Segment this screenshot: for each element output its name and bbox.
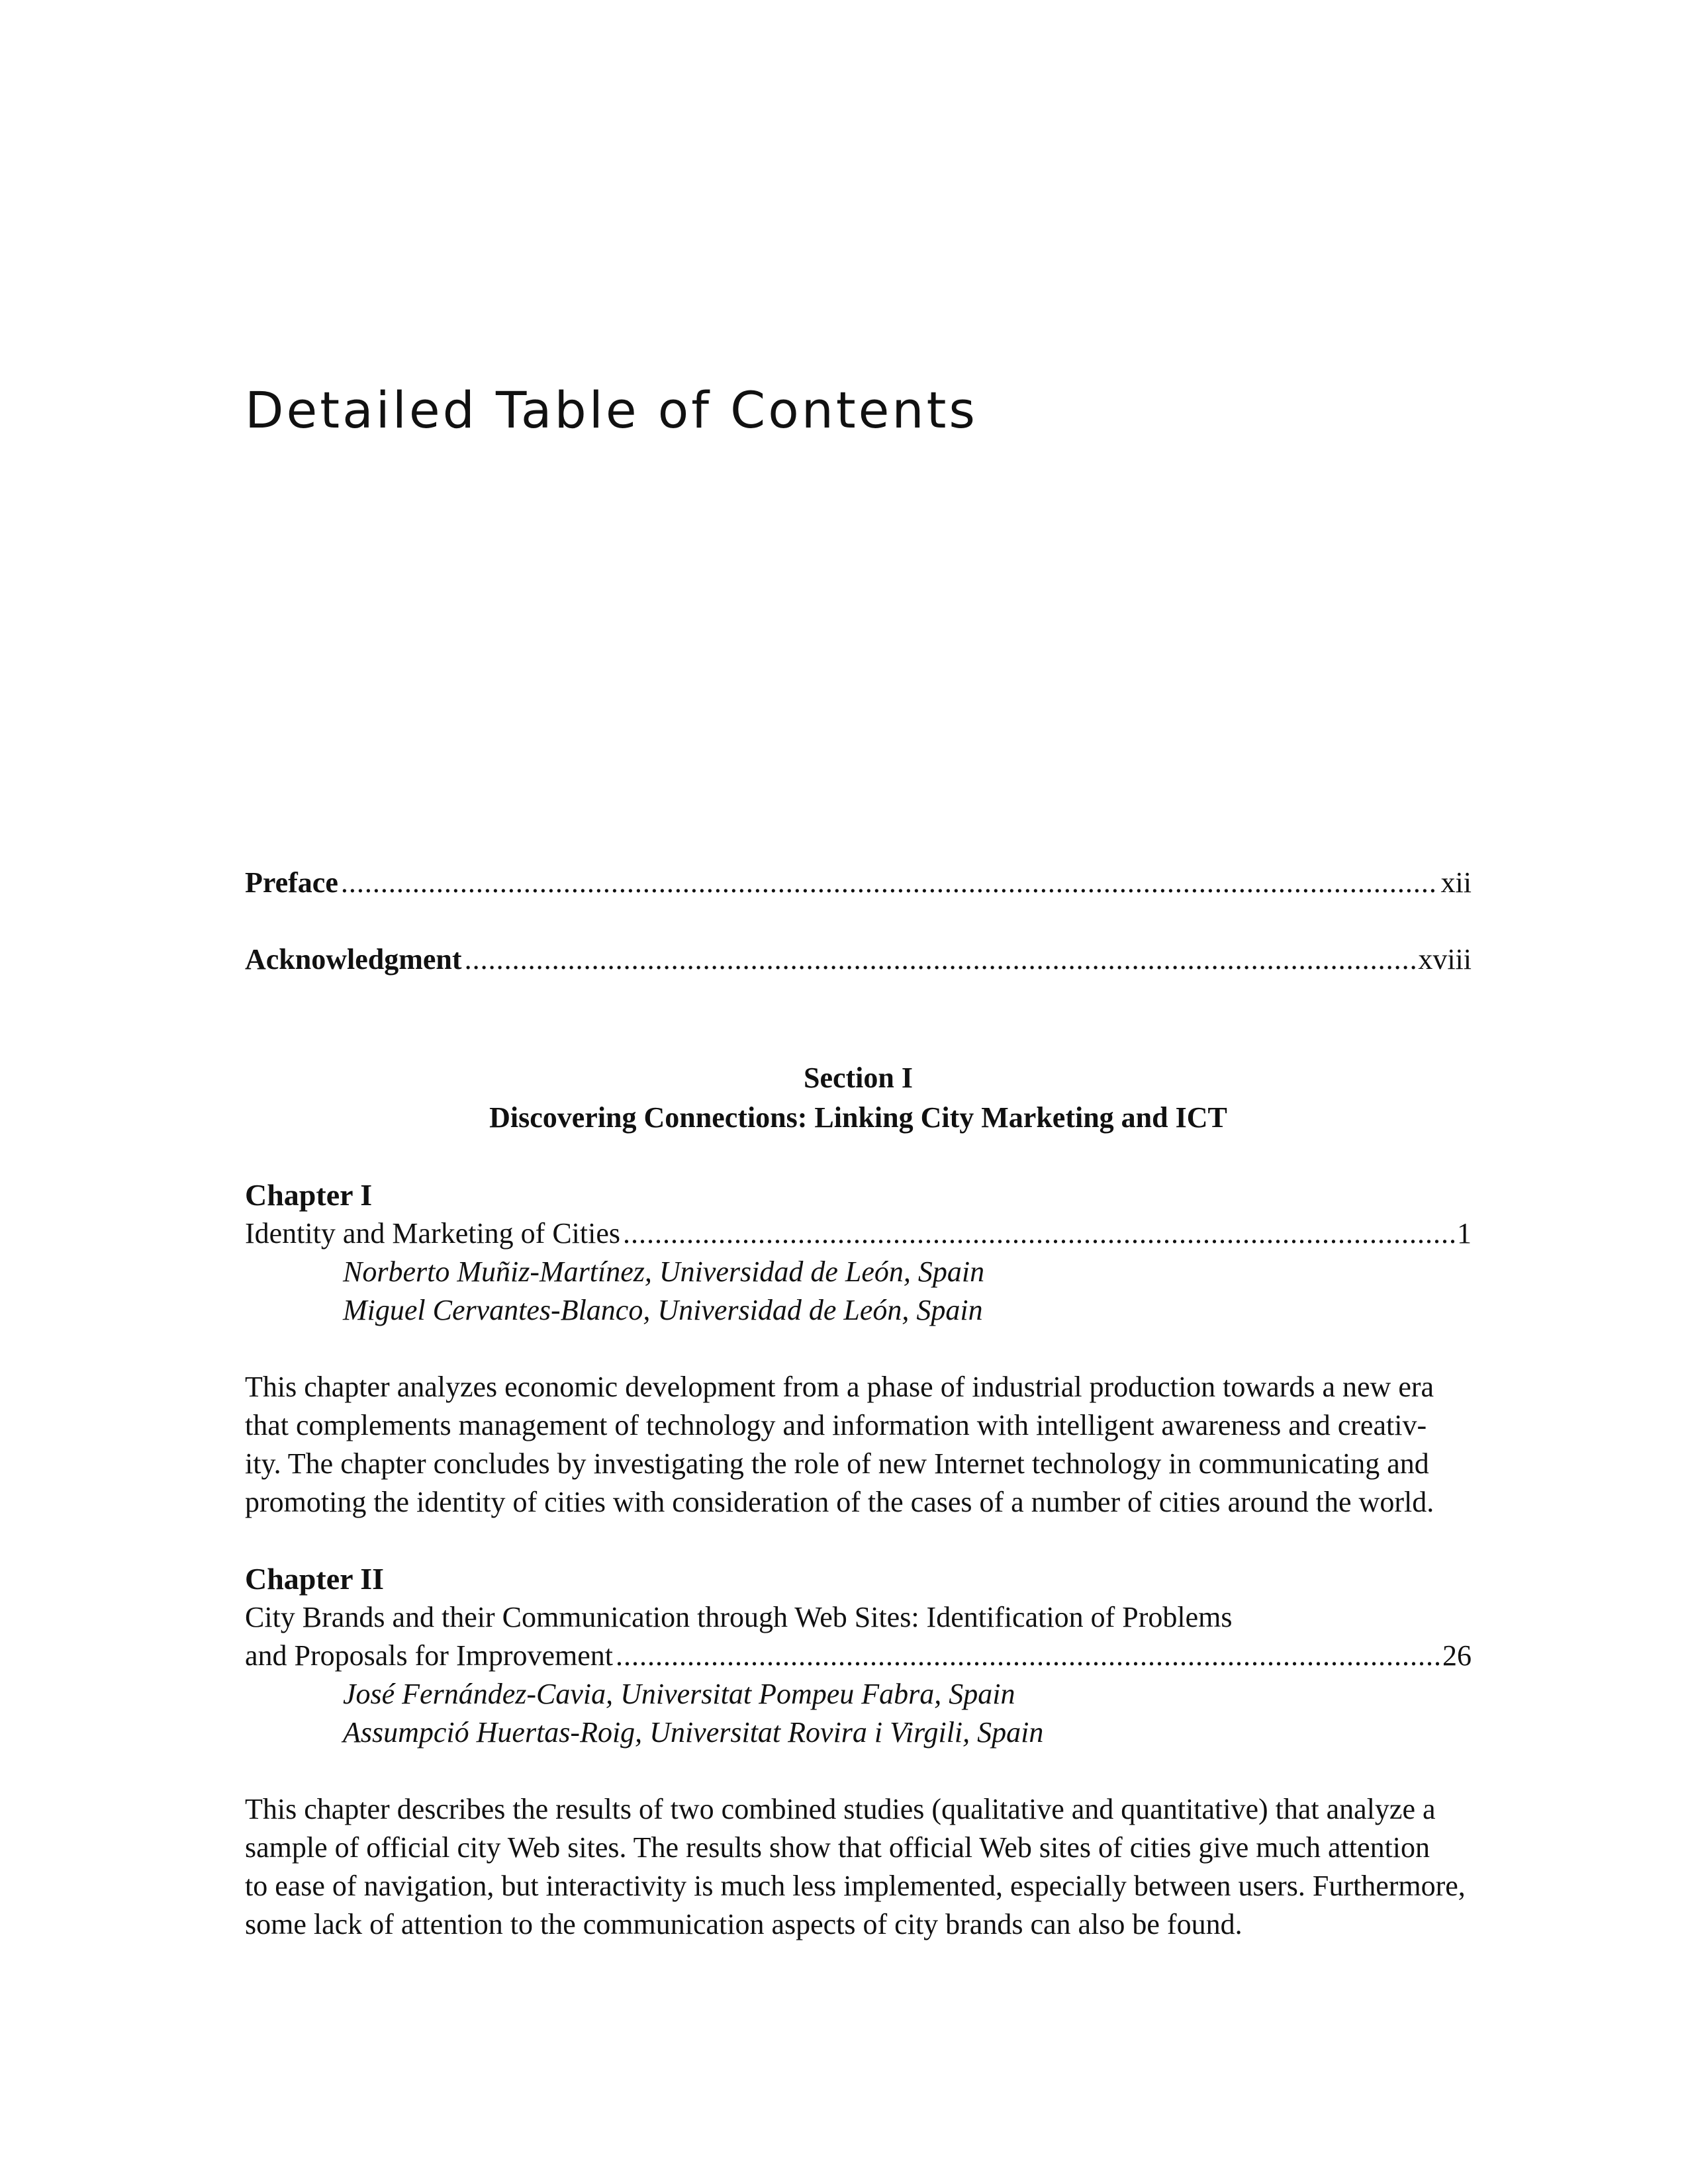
toc-entry-page: xviii: [1418, 943, 1472, 976]
toc-body: [245, 864, 1472, 1944]
chapter-block: [245, 1560, 1472, 1944]
abstract-line: some lack of attention to the communication aspects of city brands can also be found.: [245, 1908, 1243, 1940]
dot-leader: [623, 1214, 1454, 1253]
page-title: Detailed Table of Contents: [245, 381, 978, 439]
abstract-line: ity. The chapter concludes by investigating the role of new Internet technology in communicating and: [245, 1447, 1429, 1480]
chapter-title-entry[interactable]: [245, 1214, 1472, 1253]
chapter-abstract: [245, 1368, 1472, 1522]
chapter-label: Chapter I: [245, 1178, 373, 1212]
abstract-line: This chapter describes the results of two combined studies (qualitative and quantitative) that analyze a: [245, 1793, 1436, 1825]
chapter-block: [245, 1176, 1472, 1522]
chapter-author: Norberto Muñiz-Martínez, Universidad de León, Spain: [343, 1255, 985, 1288]
chapter-abstract: [245, 1790, 1472, 1944]
abstract-line: promoting the identity of cities with consideration of the cases of a number of cities around the world.: [245, 1486, 1434, 1518]
chapter-page: 1: [1457, 1217, 1472, 1250]
dot-leader: [341, 864, 1438, 902]
toc-entry-acknowledgment[interactable]: [245, 940, 1472, 979]
chapter-title-entry[interactable]: [245, 1637, 1472, 1675]
abstract-line: sample of official city Web sites. The results show that official Web sites of cities give much attention: [245, 1831, 1430, 1864]
dot-leader: [616, 1637, 1440, 1675]
section-heading: [245, 1058, 1472, 1138]
chapter-author: José Fernández-Cavia, Universitat Pompeu Fabra, Spain: [343, 1678, 1015, 1710]
chapter-title: and Proposals for Improvement: [245, 1639, 613, 1672]
chapter-author: Assumpció Huertas-Roig, Universitat Rovira i Virgili, Spain: [343, 1716, 1044, 1749]
chapter-title: Identity and Marketing of Cities: [245, 1217, 620, 1250]
toc-entry-page: xii: [1440, 866, 1472, 899]
chapter-page: 26: [1442, 1639, 1472, 1672]
chapter-title: City Brands and their Communication through Web Sites: Identification of Problems: [245, 1601, 1233, 1633]
section-number: Section I: [804, 1062, 913, 1094]
dot-leader: [465, 940, 1416, 979]
toc-entry-label: Acknowledgment: [245, 943, 462, 976]
toc-entry-preface[interactable]: [245, 864, 1472, 902]
section-title: Discovering Connections: Linking City Marketing and ICT: [489, 1101, 1227, 1134]
chapter-author: Miguel Cervantes-Blanco, Universidad de León, Spain: [343, 1294, 983, 1326]
abstract-line: This chapter analyzes economic development from a phase of industrial production towards a new era: [245, 1371, 1434, 1403]
chapter-label: Chapter II: [245, 1562, 385, 1596]
abstract-line: that complements management of technology and information with intelligent awareness and creativ-: [245, 1409, 1427, 1441]
abstract-line: to ease of navigation, but interactivity is much less implemented, especially between users. Furthermore,: [245, 1870, 1466, 1902]
toc-entry-label: Preface: [245, 866, 338, 899]
